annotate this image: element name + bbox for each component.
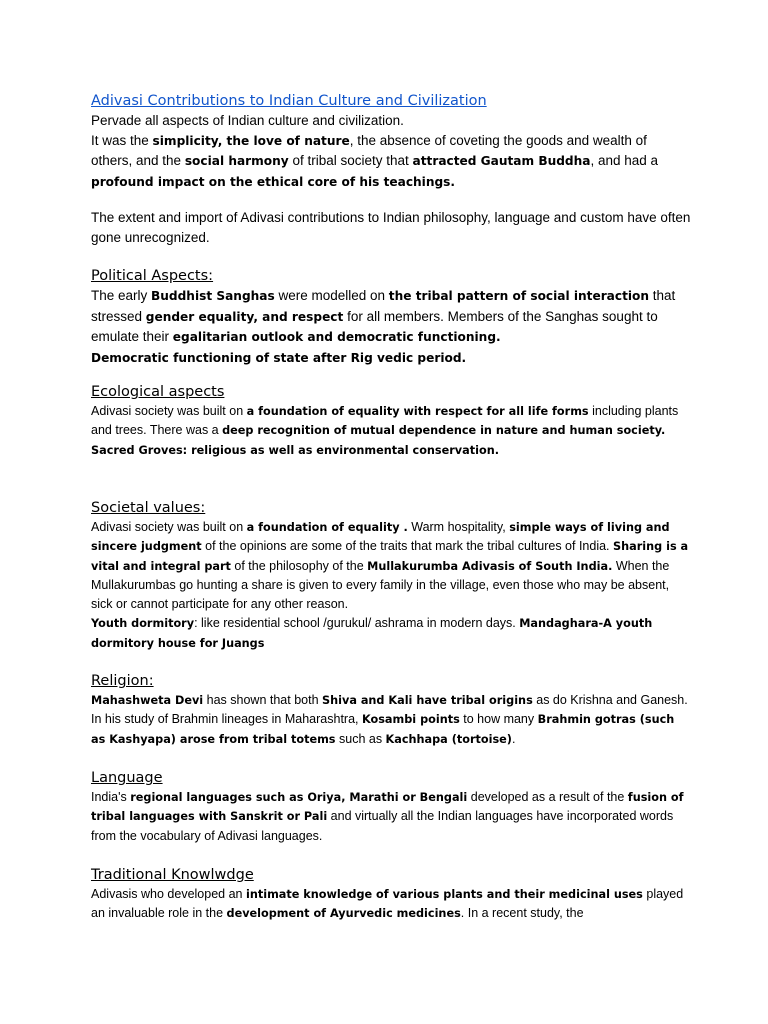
ecological-section bbox=[91, 402, 691, 460]
bold-text-run: Mullakurumba Adivasis of South India. bbox=[367, 559, 613, 573]
societal-paragraph bbox=[91, 518, 691, 614]
bold-text-run: simple ways of living and sincere judgment bbox=[91, 521, 670, 554]
intro-section bbox=[91, 111, 691, 192]
text-run: developed as a result of the bbox=[467, 790, 628, 804]
political-paragraph bbox=[91, 286, 691, 348]
political-heading: Political Aspects: bbox=[91, 268, 214, 284]
text-run: Adivasis who developed an bbox=[91, 887, 246, 901]
text-run: Adivasi society was built on bbox=[91, 520, 247, 534]
text-run: for all members. Members of the Sanghas sought to emulate their bbox=[91, 308, 658, 344]
extent-text: The extent and import of Adivasi contributions to Indian philosophy, language and custom have often gone unrecognized. bbox=[91, 210, 691, 245]
bold-text-run: Mahashweta Devi bbox=[91, 694, 204, 707]
bold-text-run: egalitarian outlook and democratic functioning. bbox=[172, 330, 501, 344]
bold-text-run: a foundation of equality . bbox=[246, 521, 408, 534]
text-run: including plants and trees. There was a bbox=[91, 404, 679, 438]
text-run: such as bbox=[335, 731, 386, 746]
text-run: played an invaluable role in the bbox=[91, 887, 684, 921]
bold-text-run: the tribal pattern of social interaction bbox=[388, 289, 650, 303]
text-run: to how many bbox=[459, 712, 538, 727]
bold-text-run: simplicity, the love of nature bbox=[152, 133, 350, 148]
text-run: . In a recent study, the bbox=[460, 906, 584, 921]
traditional-paragraph bbox=[91, 885, 691, 924]
youth-dormitory-paragraph bbox=[91, 614, 691, 653]
text-run: has shown that both bbox=[203, 693, 323, 707]
traditional-heading: Traditional Knowlwdge bbox=[91, 867, 254, 883]
text-run: India's bbox=[91, 790, 131, 804]
bold-text-run: social harmony bbox=[184, 154, 289, 168]
bold-text-run: intimate knowledge of various plants and their medicinal uses bbox=[245, 888, 643, 901]
text-run: and virtually all the Indian languages have incorporated words from the vocabulary of Adivasi languages. bbox=[91, 809, 674, 843]
language-paragraph bbox=[91, 788, 691, 846]
document-title-link[interactable]: Adivasi Contributions to Indian Culture and Civilization bbox=[91, 93, 487, 109]
bold-text-run: Mandaghara-A youth dormitory house for Juangs bbox=[91, 617, 653, 650]
ecological-paragraph bbox=[91, 402, 691, 441]
text-run: Adivasi society was built on bbox=[91, 404, 247, 418]
intro-paragraph bbox=[91, 131, 691, 193]
bold-text-run: Sharing is a vital and integral part bbox=[91, 540, 689, 573]
text-run: that stressed bbox=[91, 288, 676, 324]
bold-text-run: Brahmin gotras (such as Kashyapa) arose from tribal totems bbox=[91, 713, 675, 746]
intro-line: Pervade all aspects of Indian culture and civilization. bbox=[91, 113, 404, 128]
bold-text-run: Youth dormitory bbox=[91, 617, 195, 631]
religion-heading: Religion: bbox=[91, 673, 154, 689]
text-run: : like residential school /gurukul/ ashrama in modern days. bbox=[194, 616, 520, 631]
bold-text-run: fusion of tribal languages with Sanskrit or Pali bbox=[91, 791, 684, 824]
text-run: When the Mullakurumbas go hunting a share is given to every family in the village, even those who may be absent, sick or cannot participate for any other reason. bbox=[91, 558, 670, 612]
bold-text-run: development of Ayurvedic medicines bbox=[226, 907, 461, 921]
language-section bbox=[91, 788, 691, 846]
traditional-section bbox=[91, 885, 691, 924]
societal-section bbox=[91, 518, 691, 653]
text-run: , and had a bbox=[590, 153, 659, 168]
text-run: , the absence of coveting the goods and wealth of others, and the bbox=[91, 132, 647, 168]
bold-text-run: gender equality, and respect bbox=[145, 309, 344, 324]
bold-text-run: Kosambi points bbox=[361, 713, 460, 727]
bold-text-run: deep recognition of mutual dependence in nature and human society. bbox=[222, 424, 666, 438]
text-run: . bbox=[511, 731, 516, 746]
text-run: of tribal society that bbox=[288, 153, 413, 168]
political-section bbox=[91, 286, 691, 368]
ecological-heading: Ecological aspects bbox=[91, 384, 225, 400]
text-run: It was the bbox=[91, 132, 153, 148]
bold-text-run: Shiva and Kali have tribal origins bbox=[322, 694, 533, 707]
political-note: Democratic functioning of state after Rig vedic period. bbox=[91, 350, 467, 365]
societal-heading: Societal values: bbox=[91, 500, 206, 516]
text-run: were modelled on bbox=[274, 288, 389, 303]
bold-text-run: profound impact on the ethical core of his teachings. bbox=[91, 174, 455, 189]
text-run: as do Krishna and Ganesh. In his study of Brahmin lineages in Maharashtra, bbox=[91, 693, 688, 727]
text-run: of the opinions are some of the traits that mark the tribal cultures of India. bbox=[201, 539, 613, 554]
language-heading: Language bbox=[91, 770, 163, 786]
religion-paragraph bbox=[91, 691, 691, 749]
text-run: The early bbox=[91, 288, 152, 303]
text-run: Warm hospitality, bbox=[407, 520, 510, 534]
bold-text-run: Buddhist Sanghas bbox=[151, 289, 275, 303]
bold-text-run: a foundation of equality with respect for all life forms bbox=[246, 405, 589, 418]
bold-text-run: attracted Gautam Buddha bbox=[412, 154, 591, 168]
religion-section bbox=[91, 691, 691, 749]
bold-text-run: Kachhapa (tortoise) bbox=[385, 732, 512, 746]
text-run: of the philosophy of the bbox=[230, 558, 368, 573]
bold-text-run: regional languages such as Oriya, Marathi or Bengali bbox=[130, 791, 468, 804]
ecological-note: Sacred Groves: religious as well as environmental conservation. bbox=[91, 443, 499, 457]
intro-extent-paragraph bbox=[91, 208, 691, 247]
